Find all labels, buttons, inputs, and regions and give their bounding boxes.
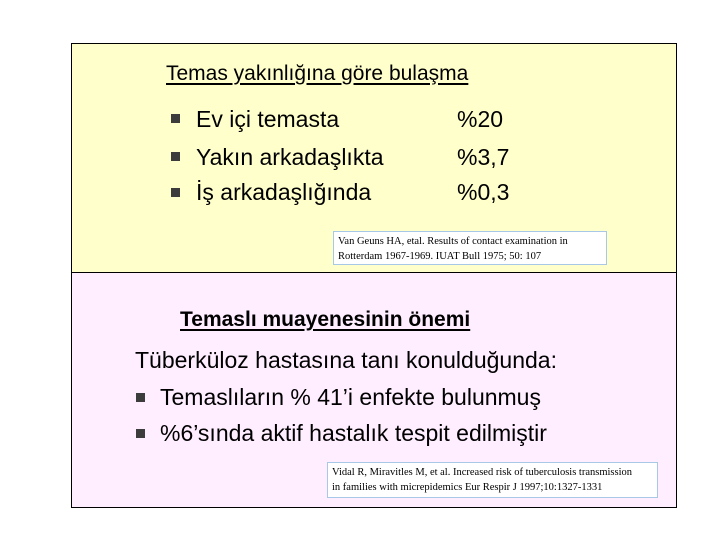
list-item: Temaslıların % 41’i enfekte bulunmuş: [160, 384, 541, 410]
bullet-icon: [171, 114, 180, 123]
bullet-icon: [171, 152, 180, 161]
section1-title: Temas yakınlığına göre bulaşma: [166, 62, 469, 85]
item-value: %20: [457, 106, 504, 132]
list-item: %6’sında aktif hastalık tespit edilmiştir: [160, 420, 547, 446]
item-label: Ev içi temasta: [196, 106, 340, 132]
item-value: %0,3: [457, 179, 510, 205]
bullet-icon: [136, 429, 145, 438]
citation-box: [327, 462, 658, 498]
citation-box: [333, 231, 607, 265]
bullet-icon: [171, 188, 180, 197]
section2-title: Temaslı muayenesinin önemi: [180, 308, 471, 331]
citation-line: in families with micrepidemics Eur Respir J 1997;10:1327-1331: [332, 482, 603, 493]
item-label: İş arkadaşlığında: [196, 179, 372, 205]
citation-line: Van Geuns HA, etal. Results of contact examination in: [338, 236, 568, 247]
item-value: %3,7: [457, 144, 510, 170]
item-label: Yakın arkadaşlıkta: [196, 144, 384, 170]
bullet-icon: [136, 393, 145, 402]
citation-line: Rotterdam 1967-1969. IUAT Bull 1975; 50: 107: [338, 251, 542, 262]
citation-line: Vidal R, Miravitles M, et al. Increased risk of tuberculosis transmission: [332, 467, 633, 478]
intro-text: Tüberküloz hastasına tanı konulduğunda:: [135, 347, 557, 373]
